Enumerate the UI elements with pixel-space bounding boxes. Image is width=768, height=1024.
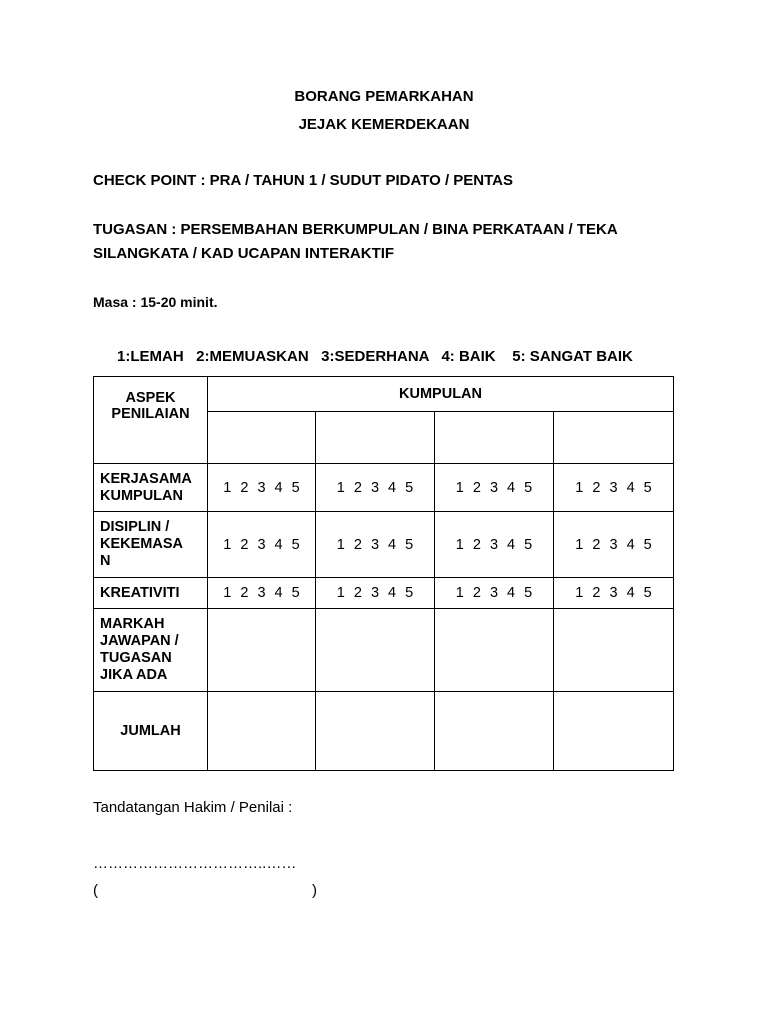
score-options[interactable]: 1 2 3 4 5 <box>435 578 554 609</box>
aspect-label-line: DISIPLIN / <box>100 519 170 535</box>
tugasan-line-2: SILANGKATA / KAD UCAPAN INTERAKTIF <box>93 245 395 262</box>
aspect-label-line: TUGASAN <box>100 650 172 666</box>
score-options[interactable]: 1 2 3 4 5 <box>316 512 435 578</box>
group-name-cell-4[interactable] <box>554 412 674 464</box>
aspect-label-line: KUMPULAN <box>100 487 183 504</box>
score-options[interactable]: 1 2 3 4 5 <box>554 578 674 609</box>
masa-line: Masa : 15-20 minit. <box>93 294 218 310</box>
score-options[interactable]: 1 2 3 4 5 <box>554 512 674 578</box>
aspect-label-line: JIKA ADA <box>100 667 168 683</box>
aspect-markah <box>94 609 208 692</box>
group-name-cell-1[interactable] <box>208 412 316 464</box>
score-options[interactable]: 1 2 3 4 5 <box>554 464 674 512</box>
form-subtitle: JEJAK KEMERDEKAAN <box>298 116 470 133</box>
signature-label: Tandatangan Hakim / Penilai : <box>93 799 293 816</box>
score-options[interactable]: 1 2 3 4 5 <box>435 512 554 578</box>
total-cell[interactable] <box>316 692 435 771</box>
signature-line[interactable]: ……………………………..…… <box>93 855 297 872</box>
aspect-kreativiti: KREATIVITI <box>94 578 208 609</box>
aspect-header-line2: PENILAIAN <box>111 406 190 422</box>
total-cell[interactable] <box>208 692 316 771</box>
table-row <box>94 692 674 771</box>
score-options[interactable]: 1 2 3 4 5 <box>435 464 554 512</box>
aspect-label-line: KEKEMASA <box>100 536 183 552</box>
total-cell[interactable] <box>554 692 674 771</box>
scoring-table <box>93 376 674 771</box>
aspect-kerjasama <box>94 464 208 512</box>
rating-scale: 1:LEMAH 2:MEMUASKAN 3:SEDERHANA 4: BAIK 5: SANGAT BAIK <box>117 348 633 365</box>
score-options[interactable]: 1 2 3 4 5 <box>208 464 316 512</box>
group-name-cell-2[interactable] <box>316 412 435 464</box>
aspect-label-line: MARKAH <box>100 616 165 632</box>
group-header: KUMPULAN <box>208 377 674 412</box>
score-options[interactable]: 1 2 3 4 5 <box>208 578 316 609</box>
table-row <box>94 578 674 609</box>
mark-cell[interactable] <box>208 609 316 692</box>
score-options[interactable]: 1 2 3 4 5 <box>316 578 435 609</box>
mark-cell[interactable] <box>316 609 435 692</box>
score-options[interactable]: 1 2 3 4 5 <box>208 512 316 578</box>
mark-cell[interactable] <box>435 609 554 692</box>
mark-cell[interactable] <box>554 609 674 692</box>
aspect-disiplin <box>94 512 208 578</box>
group-name-cell-3[interactable] <box>435 412 554 464</box>
total-cell[interactable] <box>435 692 554 771</box>
aspect-label-line: KERJASAMA <box>100 470 192 487</box>
name-paren-open: ( <box>93 882 98 899</box>
table-row <box>94 464 674 512</box>
aspect-label-line: N <box>100 553 111 569</box>
form-title: BORANG PEMARKAHAN <box>294 88 474 105</box>
score-options[interactable]: 1 2 3 4 5 <box>316 464 435 512</box>
aspect-jumlah: JUMLAH <box>94 692 208 771</box>
table-row <box>94 512 674 578</box>
aspect-header <box>94 377 208 464</box>
aspect-label-line: JAWAPAN / <box>100 633 179 649</box>
table-row <box>94 609 674 692</box>
name-paren-close: ) <box>312 882 317 899</box>
checkpoint-line: CHECK POINT : PRA / TAHUN 1 / SUDUT PIDATO / PENTAS <box>93 172 514 189</box>
tugasan-line-1: TUGASAN : PERSEMBAHAN BERKUMPULAN / BINA PERKATAAN / TEKA <box>93 221 618 238</box>
aspect-header-line1: ASPEK <box>125 390 176 406</box>
